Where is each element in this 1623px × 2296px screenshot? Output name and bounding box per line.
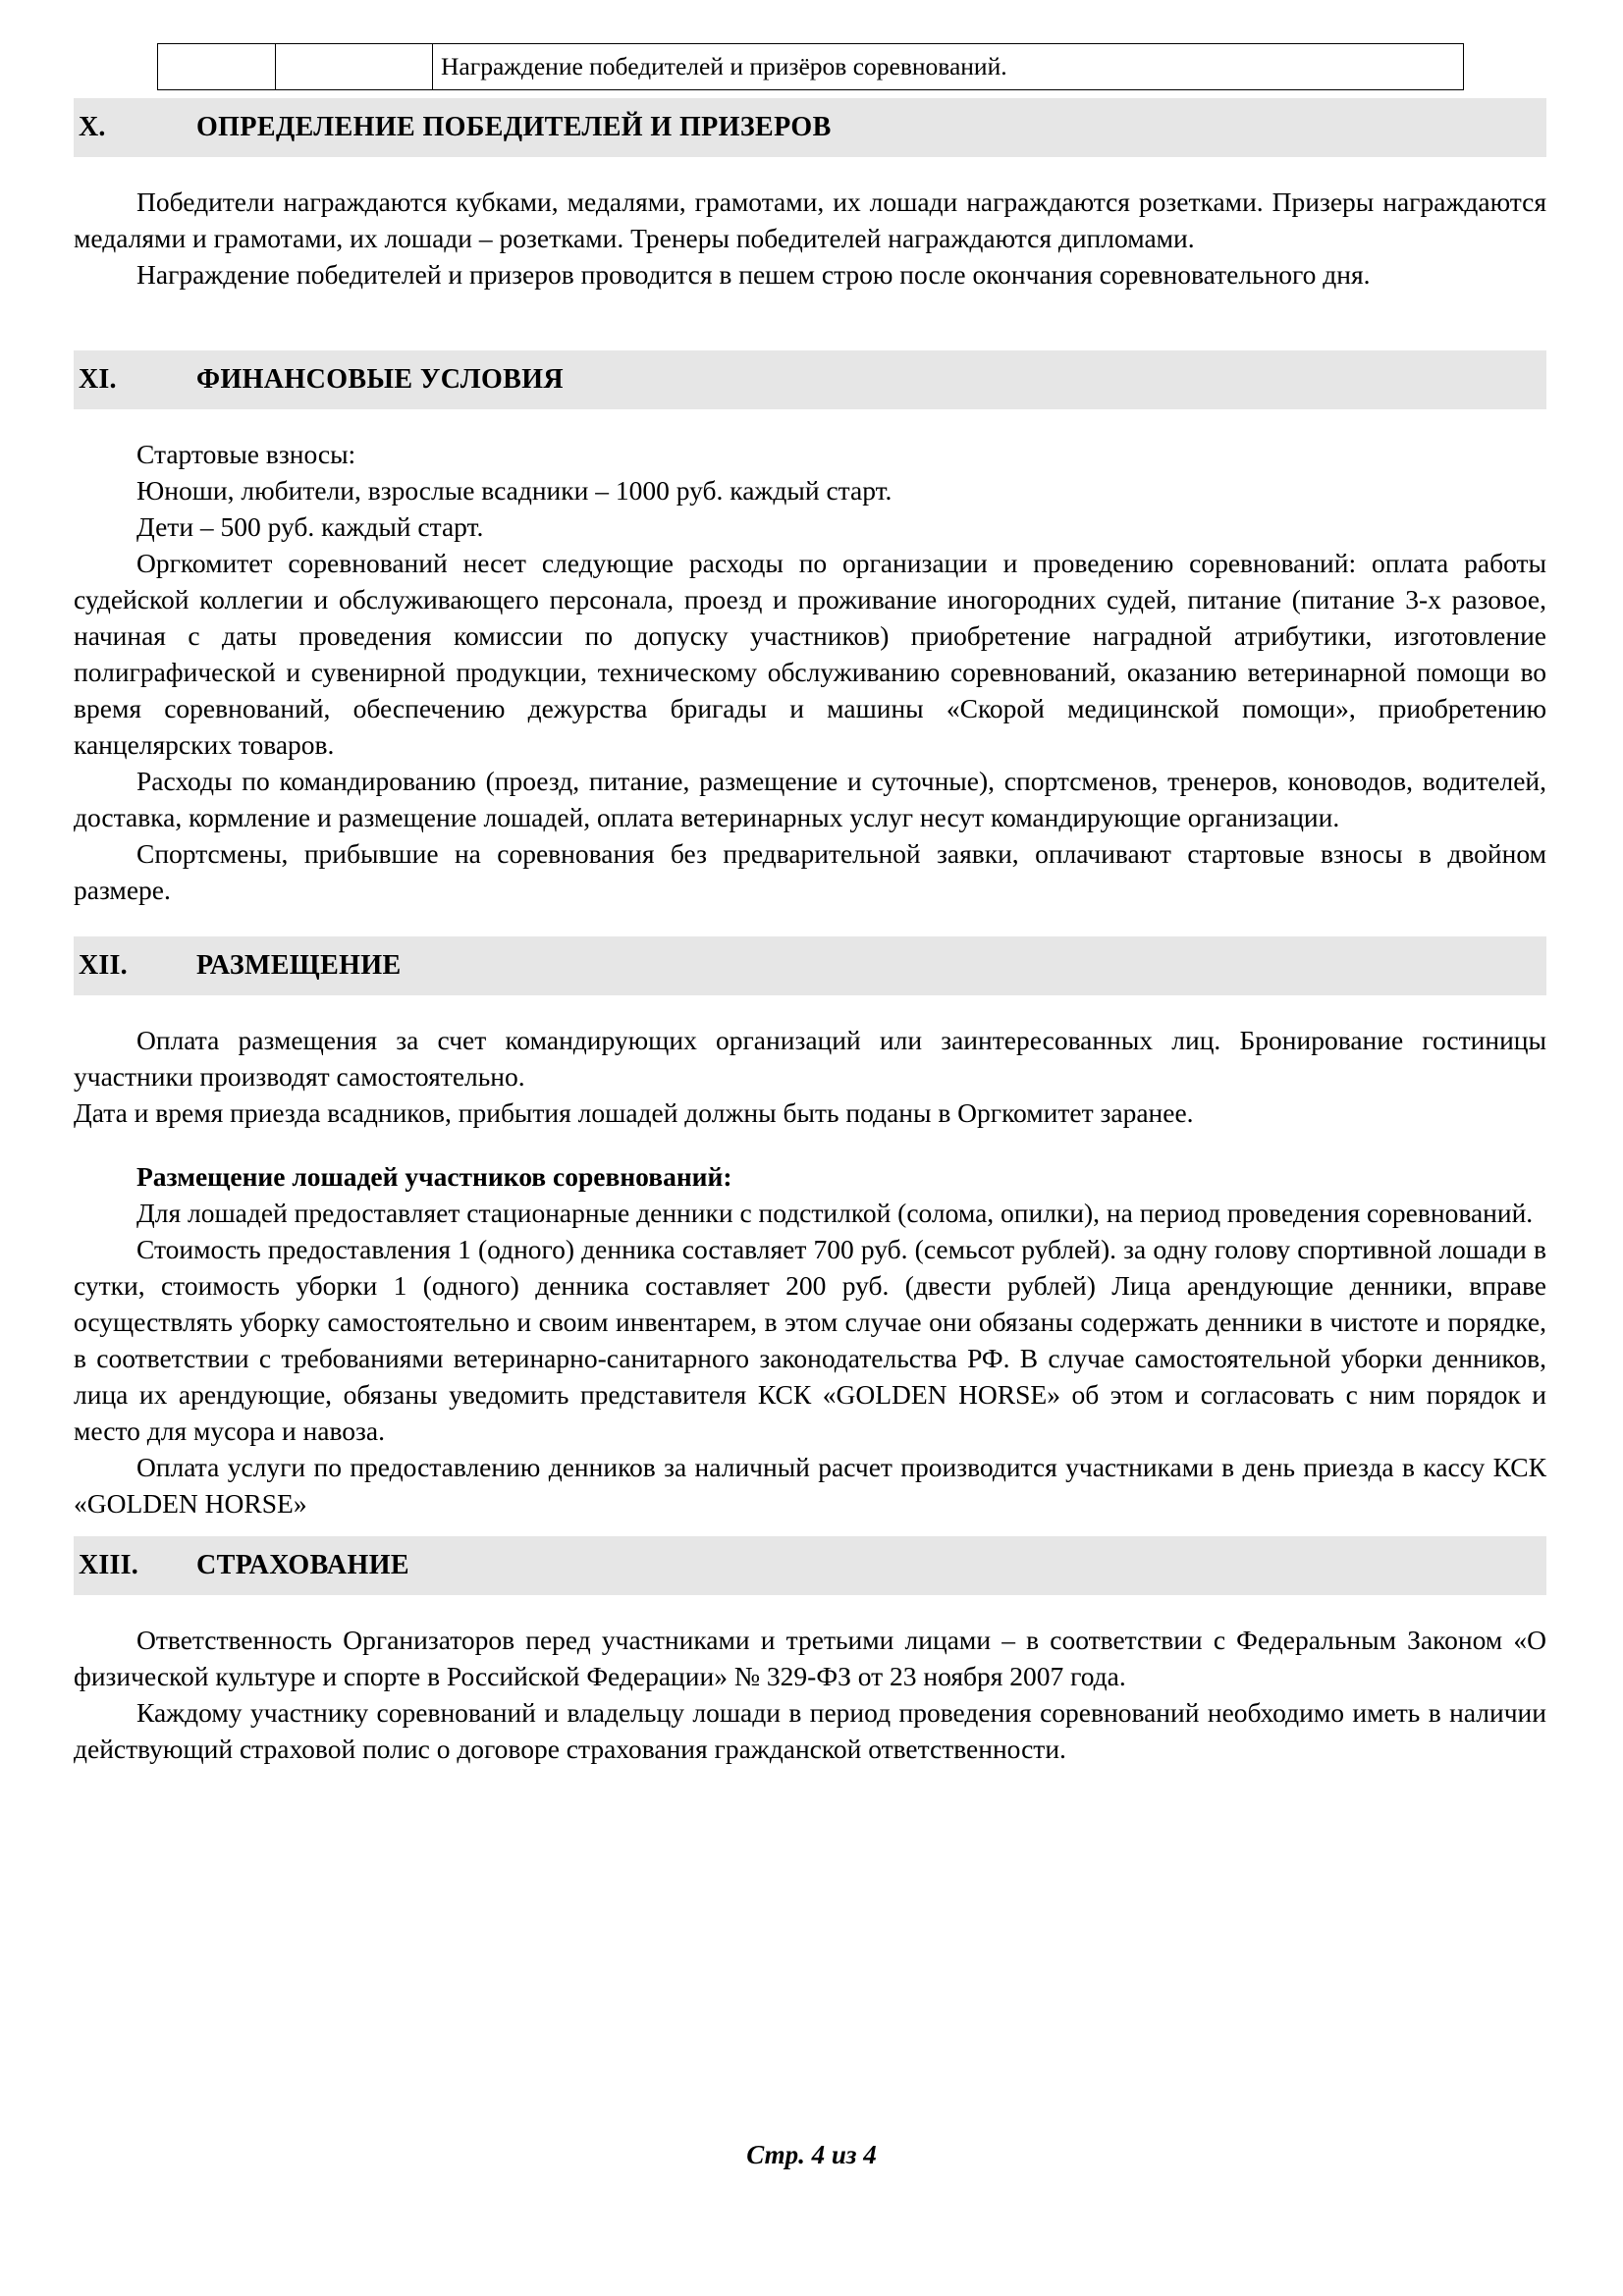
paragraph-xii-2: Дата и время приезда всадников, прибытия лошадей должны быть поданы в Оргкомитет заранее. (74, 1096, 1194, 1128)
paragraph-xi-3: Дети – 500 руб. каждый старт. (136, 510, 484, 542)
subheading-horse-accommodation: Размещение лошадей участников соревнований: (136, 1160, 732, 1192)
schedule-table-fragment (157, 43, 1464, 90)
paragraph-xii-5: Оплата услуги по предоставлению денников за наличный расчет производится участниками в день приезда в кассу КСК «GOLDEN HORSE» (74, 1451, 1546, 1519)
paragraph-x-1: Победители награждаются кубками, медалями, грамотами, их лошади награждаются розетками. Призеры награждаются медалями и грамотами, их лошади – розетками. Тренеры победителей награждаются дипломами. (74, 187, 1546, 253)
paragraph-xiii-1: Ответственность Организаторов перед участниками и третьими лицами – в соответствии с Федеральным Законом «О физической культуре и спорте в Российской Федерации» № 329-ФЗ от 23 ноября 2007 года. (74, 1624, 1546, 1691)
paragraph-xi-4: Оргкомитет соревнований несет следующие расходы по организации и проведению соревнований: оплата работы судейской коллегии и обслуживающего персонала, проезд и проживание иногородних судей, питание (питание 3-х разовое, начиная с даты проведения комиссии по допуску участников) приобретение наградной атрибутики, изготовление полиграфической и сувенирной продукции, техническому обслуживанию соревнований, оказанию ветеринарной помощи во время соревнований, обеспечению дежурства бригады и машины «Скорой медицинской помощи», приобретению канцелярских товаров. (74, 547, 1546, 760)
paragraph-xiii-2: Каждому участнику соревнований и владельцу лошади в период проведения соревнований необходимо иметь в наличии действующий страховой полис о договоре страхования гражданской ответственности. (74, 1696, 1546, 1764)
section-number-x: X. (79, 112, 106, 142)
section-number-xii: XII. (79, 949, 128, 981)
table-row (158, 44, 1464, 90)
paragraph-xii-3: Для лошадей предоставляет стационарные денники с подстилкой (солома, опилки), на период проведения соревнований. (136, 1197, 1534, 1228)
section-heading-xii (74, 936, 1546, 995)
section-heading-x (74, 98, 1546, 157)
section-number-xi: XI. (79, 363, 117, 395)
section-number-xiii: XIII. (79, 1549, 138, 1580)
paragraph-xi-5: Расходы по командированию (проезд, питание, размещение и суточные), спортсменов, тренеров, коноводов, водителей, доставка, кормление и размещение лошадей, оплата ветеринарных услуг несут командирующие организации. (74, 765, 1546, 832)
paragraph-xi-2: Юноши, любители, взрослые всадники – 1000 руб. каждый старт. (136, 474, 893, 506)
schedule-table (157, 43, 1464, 90)
document-body (74, 98, 1546, 1767)
section-title-xi: ФИНАНСОВЫЕ УСЛОВИЯ (196, 363, 565, 395)
paragraph-xii-1: Оплата размещения за счет командирующих организаций или заинтересованных лиц. Бронирование гостиницы участники производят самостоятельно. (74, 1024, 1546, 1092)
page-footer (0, 2140, 1623, 2170)
section-heading-xi (74, 350, 1546, 409)
paragraph-xi-6: Спортсмены, прибывшие на соревнования без предварительной заявки, оплачивают стартовые взносы в двойном размере. (74, 837, 1546, 905)
table-cell-time (158, 44, 276, 90)
paragraph-x-2: Награждение победителей и призеров проводится в пешем строю после окончания соревновательного дня. (136, 258, 1371, 290)
page-number-label: Стр. 4 из 4 (746, 2140, 877, 2169)
table-cell-code (276, 44, 433, 90)
paragraph-xii-4: Стоимость предоставления 1 (одного) денника составляет 700 руб. (семьсот рублей). за одну голову спортивной лошади в сутки, стоимость уборки 1 (одного) денника составляет 200 руб. (двести рублей) Лица арендующие денники, вправе осуществлять уборку самостоятельно и своим инвентарем, в этом случае они обязаны содержать денники в чистоте и порядке, в соответствии с требованиями ветеринарно-санитарного законодательства РФ. В случае самостоятельной уборки денников, лица их арендующие, обязаны уведомить представителя КСК «GOLDEN HORSE» об этом и согласовать с ним порядок и место для мусора и навоза. (74, 1233, 1546, 1446)
section-title-x: ОПРЕДЕЛЕНИЕ ПОБЕДИТЕЛЕЙ И ПРИЗЕРОВ (196, 112, 832, 142)
table-cell-description: Награждение победителей и призёров соревнований. (433, 44, 1464, 90)
section-title-xii: РАЗМЕЩЕНИЕ (196, 949, 402, 981)
section-heading-xiii (74, 1536, 1546, 1595)
section-title-xiii: СТРАХОВАНИЕ (196, 1549, 409, 1580)
paragraph-xi-1: Стартовые взносы: (136, 438, 356, 469)
